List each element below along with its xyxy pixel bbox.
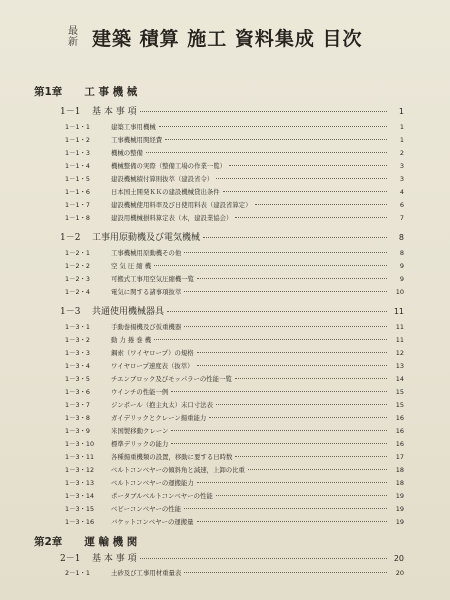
chapter-2-heading [34,534,137,549]
toc-entry [65,400,404,412]
section-title: 工事用原動機及び電気機械 [92,233,201,243]
entry-number: 1－3・4 [65,362,90,370]
page-number: 9 [399,262,404,270]
dot-leader [184,252,387,253]
dot-leader [216,178,387,179]
dot-leader [184,508,387,509]
toc-entry [65,187,404,199]
dot-leader [146,152,387,153]
page-number: 4 [399,188,404,196]
section-number: 2－1 [60,554,81,564]
page-number: 18 [395,479,404,487]
page-number: 7 [399,214,404,222]
entry-number: 2－1・1 [65,569,90,577]
entry-title: 標準デリックの能力 [111,440,169,448]
entry-number: 1－3・2 [65,336,90,344]
entry-number: 1－2・4 [65,288,90,296]
page-number: 15 [395,401,404,409]
entry-title: 鋼索（ワイヤロープ）の規格 [111,349,194,357]
dot-leader [229,165,387,166]
entry-number: 1－1・5 [65,175,90,183]
chapter-1-heading [34,84,137,99]
entry-number: 1－3・14 [65,492,95,500]
entry-number: 1－3・1 [65,323,90,331]
entry-title: 機械の整備 [111,149,143,157]
dot-leader [255,204,387,205]
toc-entry [65,387,404,399]
entry-title: 建設機械使用料率及び日使用料表（建設省算定） [111,201,252,209]
toc-entry [65,491,404,503]
section-heading [60,104,404,118]
page-number: 15 [395,388,404,396]
toc-entry [65,504,404,516]
toc-entry [65,452,404,464]
dot-leader [216,495,387,496]
page-number: 2 [399,149,404,157]
title-main: 建築 積算 施工 資料集成 目次 [92,28,363,50]
page-number: 1 [399,123,404,131]
chapter-name: 運 輸 機 関 [84,536,138,548]
toc-entry [65,287,404,299]
page-number: 9 [399,275,404,283]
dot-leader [216,404,387,405]
dot-leader [154,265,387,266]
entry-title: ワイヤロープ速度表（抜萃） [111,362,194,370]
chapter-name: 工 事 機 械 [84,86,138,98]
page-number: 11 [395,323,404,331]
page-number: 16 [395,414,404,422]
entry-title: ベビーコンベヤーの性能 [111,505,182,513]
entry-title: ポータブルベルトコンベヤーの性能 [111,492,213,500]
entry-number: 1－3・16 [65,518,95,526]
toc-entry [65,413,404,425]
entry-number: 1－1・7 [65,201,90,209]
dot-leader [171,443,387,444]
entry-number: 1－3・3 [65,349,90,357]
dot-leader [209,417,387,418]
page-title [68,24,362,51]
entry-title: 日本国土開発ＫＫの建設機械貸出条件 [111,188,220,196]
entry-number: 1－1・4 [65,162,90,170]
page-number: 11 [393,307,404,316]
toc-entry [65,478,404,490]
entry-number: 1－3・13 [65,479,95,487]
page-number: 19 [395,492,404,500]
toc-entry [65,261,404,273]
entry-title: 各種揚重機類の設置，移動に要する日時数 [111,453,233,461]
entry-number: 1－1・8 [65,214,90,222]
dot-leader [197,365,387,366]
entry-title: 手動巻揚機及び仮重機器 [111,323,182,331]
entry-title: 可搬式工事用空気圧縮機一覧 [111,275,195,283]
entry-title: 建築工事用機械 [111,123,156,131]
entry-number: 1－2・2 [65,262,90,270]
page-number: 1 [399,136,404,144]
page-number: 10 [395,288,404,296]
section-number: 1－3 [60,307,81,317]
dot-leader [184,572,387,573]
page-number: 8 [399,249,404,257]
dot-leader [167,311,387,312]
entry-number: 1－3・9 [65,427,90,435]
toc-entry [65,248,404,260]
page-number: 19 [395,505,404,513]
dot-leader [159,126,387,127]
entry-title: 土砂及び工事用材重量表 [111,569,182,577]
dot-leader [248,469,387,470]
entry-number: 1－1・1 [65,123,90,131]
toc-entry [65,439,404,451]
page-number: 12 [395,349,404,357]
page-number: 16 [395,440,404,448]
toc-entry [65,200,404,212]
dot-leader [235,456,387,457]
toc-entry [65,465,404,477]
entry-title: 電気に関する諸事項抜萃 [111,288,182,296]
entry-title: 動 力 捲 巻 機 [111,336,152,344]
toc-entry [65,348,404,360]
dot-leader [203,237,387,238]
page-number: 20 [393,554,404,563]
dot-leader [235,378,387,379]
entry-title: バケットコンベヤーの運搬量 [111,518,194,526]
dot-leader [165,139,387,140]
page-number: 6 [399,201,404,209]
toc-entry [65,568,404,580]
entry-title: ジンポール（抱主丸太）末口寸法表 [111,401,213,409]
section-title: 共通使用機械器具 [92,307,165,317]
section-number: 1－1 [60,107,81,117]
entry-title: ベルトコンベヤーの傾斜角と減速，上卸の比重 [111,466,245,474]
page-number: 14 [395,375,404,383]
toc-entry [65,161,404,173]
page-number: 17 [395,453,404,461]
dot-leader [197,482,387,483]
section-heading [60,551,404,565]
entry-number: 1－3・15 [65,505,95,513]
dot-leader [184,291,387,292]
entry-number: 1－3・11 [65,453,95,461]
entry-title: 工事機械用関経費 [111,136,163,144]
toc-entry [65,426,404,438]
entry-number: 1－3・5 [65,375,90,383]
entry-title: 建設機械積付算則抜萃（建設省令） [111,175,214,183]
section-number: 1－2 [60,233,81,243]
entry-number: 1－3・7 [65,401,90,409]
entry-number: 1－1・2 [65,136,90,144]
entry-number: 1－2・1 [65,249,90,257]
entry-number: 1－3・10 [65,440,95,448]
page-number: 16 [395,427,404,435]
dot-leader [154,339,387,340]
entry-title: 機械整備の実際（整備工場の作業一覧） [111,162,227,170]
dot-leader [171,391,387,392]
entry-title: 建設用機械損料算定表（木，建設業協会） [111,214,233,222]
entry-number: 1－2・3 [65,275,90,283]
chapter-label: 第2章 [34,536,63,548]
toc-entry [65,517,404,529]
toc-entry [65,361,404,373]
page-number: 13 [395,362,404,370]
toc-entry [65,374,404,386]
page-number: 18 [395,466,404,474]
entry-title: 空 気 圧 縮 機 [111,262,152,270]
entry-title: チエンブロック及びモッパラーの性能一覧 [111,375,232,383]
entry-title: ウインチの性能一例 [111,388,169,396]
page-number: 1 [398,107,404,116]
toc-entry [65,274,404,286]
toc-entry [65,174,404,186]
entry-number: 1－3・8 [65,414,90,422]
entry-number: 1－3・12 [65,466,95,474]
dot-leader [197,352,387,353]
entry-number: 1－1・3 [65,149,90,157]
dot-leader [197,521,387,522]
page-number: 20 [395,569,404,577]
toc-entry [65,148,404,160]
title-prefix: 最 新 [68,26,78,48]
dot-leader [184,326,387,327]
toc-entry [65,335,404,347]
toc-entry [65,213,404,225]
dot-leader [171,430,387,431]
toc-entry [65,322,404,334]
toc-entry [65,135,404,147]
entry-number: 1－1・6 [65,188,90,196]
page-number: 3 [399,175,404,183]
entry-title: ガイデリックとクレーン揚重能力 [111,414,207,422]
entry-title: 工事機械用原動機その他 [111,249,182,257]
section-heading [60,304,404,318]
entry-title: ベルトコンベヤーの運搬能力 [111,479,194,487]
toc-entry [65,122,404,134]
dot-leader [223,191,387,192]
dot-leader [235,217,387,218]
page-number: 19 [395,518,404,526]
dot-leader [140,111,387,112]
entry-title: 米国製移動クレーン [111,427,169,435]
page-number: 11 [395,336,404,344]
page-number: 8 [398,233,404,242]
dot-leader [140,558,387,559]
chapter-label: 第1章 [34,86,63,98]
section-title: 基 本 事 項 [92,107,137,117]
section-title: 基 本 事 項 [92,554,137,564]
page-number: 3 [399,162,404,170]
entry-number: 1－3・6 [65,388,90,396]
section-heading [60,230,404,244]
dot-leader [197,278,387,279]
